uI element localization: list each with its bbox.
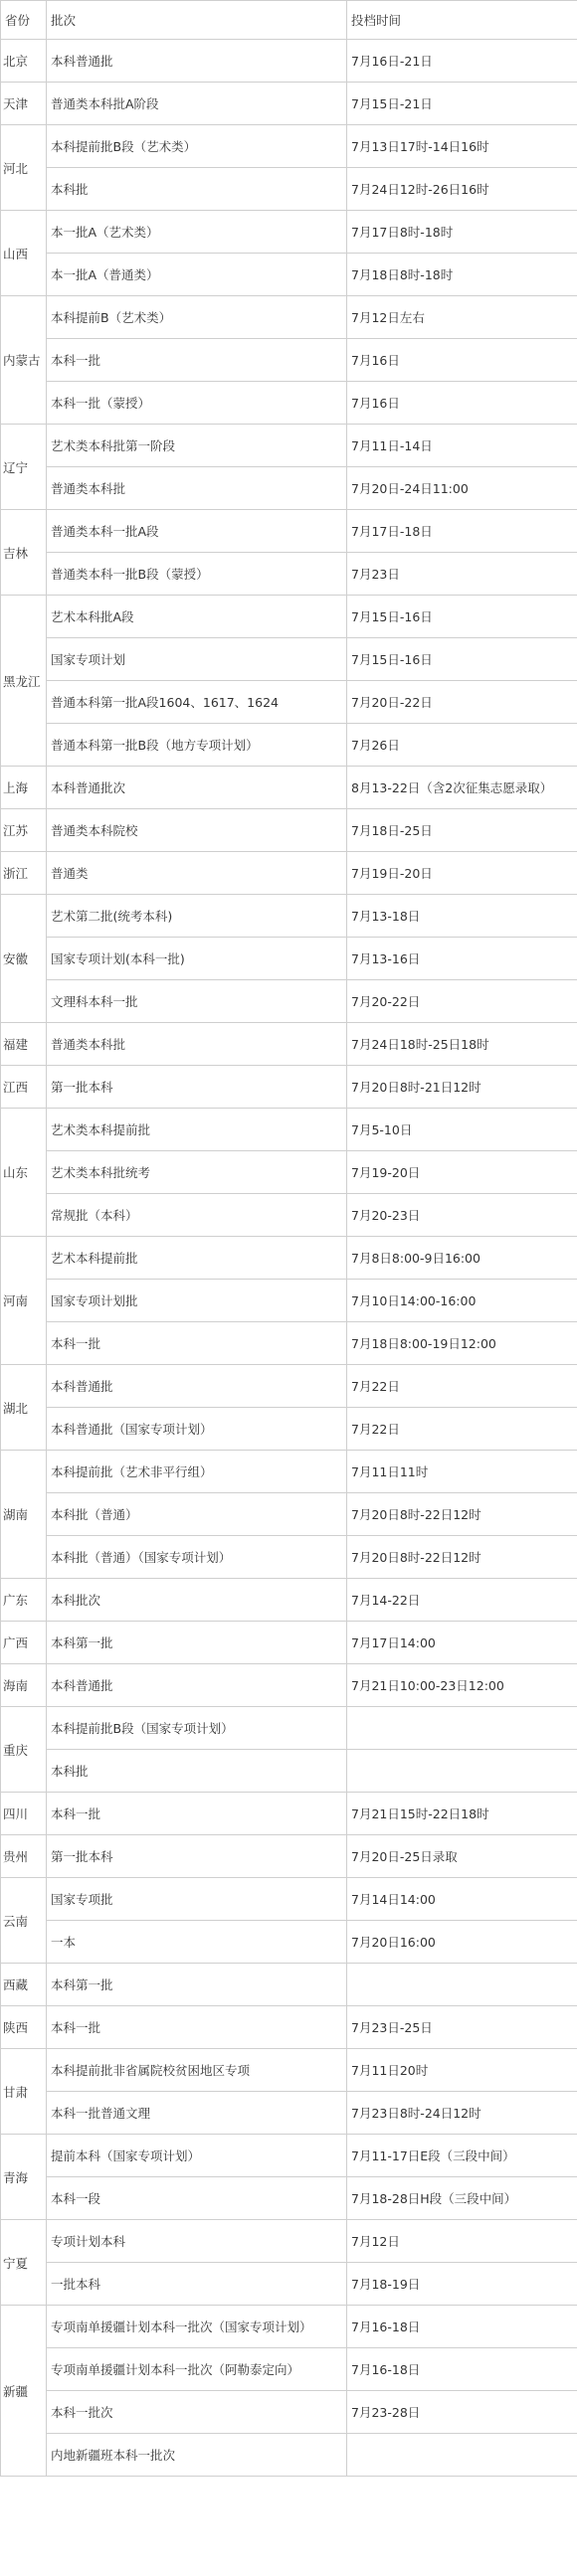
time-cell: 7月23日8时-24日12时 [347,2092,577,2135]
time-cell: 7月20日-24日11:00 [347,467,577,510]
time-cell [347,1750,577,1793]
time-cell: 7月18日8时-18时 [347,254,577,296]
time-cell: 7月20日16:00 [347,1921,577,1964]
time-cell: 7月16日 [347,339,577,382]
batch-cell: 本科一批 [47,2006,347,2049]
table-row [1,1921,577,1964]
province-cell: 西藏 [1,1964,47,2006]
batch-cell: 普通类本科一批A段 [47,510,347,553]
province-cell: 宁夏 [1,2220,47,2306]
batch-cell: 普通本科第一批B段（地方专项计划） [47,724,347,767]
batch-cell: 本科提前批非省属院校贫困地区专项 [47,2049,347,2092]
table-row [1,296,577,339]
time-cell: 7月15日-16日 [347,596,577,638]
batch-cell: 艺术本科批A段 [47,596,347,638]
header-batch: 批次 [47,1,347,40]
time-cell: 7月16日 [347,382,577,425]
batch-cell: 第一批本科 [47,1066,347,1109]
table-row [1,1194,577,1237]
province-cell: 四川 [1,1793,47,1835]
time-cell: 7月11-17日E段（三段中间） [347,2135,577,2177]
batch-cell: 国家专项计划 [47,638,347,681]
table-row [1,1579,577,1622]
province-cell: 上海 [1,767,47,809]
time-cell: 7月15日-16日 [347,638,577,681]
batch-cell: 本科提前批B段（艺术类） [47,125,347,168]
batch-cell: 本科普通批 [47,40,347,83]
province-cell: 福建 [1,1023,47,1066]
table-row [1,2177,577,2220]
time-cell [347,1964,577,2006]
batch-cell: 一批本科 [47,2263,347,2306]
batch-cell: 本科一段 [47,2177,347,2220]
batch-cell: 普通本科第一批A段1604、1617、1624 [47,681,347,724]
batch-cell: 国家专项批 [47,1878,347,1921]
time-cell: 7月11日-14日 [347,425,577,467]
batch-cell: 第一批本科 [47,1835,347,1878]
time-cell: 7月19日-20日 [347,852,577,895]
province-cell: 广东 [1,1579,47,1622]
province-cell: 新疆 [1,2306,47,2477]
time-cell [347,1707,577,1750]
table-row [1,852,577,895]
time-cell: 7月20日-25日录取 [347,1835,577,1878]
time-cell: 7月17日8时-18时 [347,211,577,254]
batch-cell: 本科一批普通文理 [47,2092,347,2135]
batch-cell: 本科普通批 [47,1365,347,1408]
table-row [1,1109,577,1151]
table-row [1,1493,577,1536]
table-row [1,809,577,852]
table-row [1,1151,577,1194]
table-row [1,1408,577,1451]
table-row [1,1835,577,1878]
time-cell: 7月19-20日 [347,1151,577,1194]
time-cell: 7月20日-22日 [347,681,577,724]
time-cell: 7月16日-21日 [347,40,577,83]
time-cell: 7月16-18日 [347,2348,577,2391]
time-cell: 7月20日8时-22日12时 [347,1493,577,1536]
batch-cell: 艺术类本科批统考 [47,1151,347,1194]
province-cell: 云南 [1,1878,47,1964]
table-row [1,638,577,681]
province-cell: 甘肃 [1,2049,47,2135]
batch-cell: 本科批次 [47,1579,347,1622]
table-row [1,1322,577,1365]
time-cell: 7月22日 [347,1365,577,1408]
table-header-row [1,1,577,40]
batch-cell: 文理科本科一批 [47,980,347,1023]
table-row [1,2391,577,2434]
batch-cell: 常规批（本科） [47,1194,347,1237]
table-row [1,1793,577,1835]
time-cell: 7月15日-21日 [347,83,577,125]
province-cell: 青海 [1,2135,47,2220]
time-cell: 7月11日20时 [347,2049,577,2092]
batch-cell: 普通类本科批 [47,1023,347,1066]
province-cell: 山西 [1,211,47,296]
table-row [1,2006,577,2049]
table-row [1,1237,577,1280]
table-row [1,681,577,724]
time-cell: 7月26日 [347,724,577,767]
batch-cell: 本科普通批（国家专项计划） [47,1408,347,1451]
table-row [1,1451,577,1493]
table-row [1,1750,577,1793]
batch-cell: 本科批 [47,1750,347,1793]
table-row [1,2049,577,2092]
table-row [1,211,577,254]
table-row [1,938,577,980]
table-body [1,40,577,2477]
time-cell: 7月16-18日 [347,2306,577,2348]
batch-cell: 本科第一批 [47,1964,347,2006]
table-row [1,2263,577,2306]
batch-cell: 国家专项计划批 [47,1280,347,1322]
time-cell: 7月23日-25日 [347,2006,577,2049]
province-cell: 河南 [1,1237,47,1365]
table-row [1,467,577,510]
table-row [1,254,577,296]
time-cell: 7月12日 [347,2220,577,2263]
batch-cell: 本科一批 [47,339,347,382]
province-cell: 安徽 [1,895,47,1023]
table-row [1,553,577,596]
time-cell: 7月24日18时-25日18时 [347,1023,577,1066]
province-cell: 江西 [1,1066,47,1109]
batch-cell: 本科普通批 [47,1664,347,1707]
table-row [1,2220,577,2263]
time-cell: 7月8日8:00-9日16:00 [347,1237,577,1280]
time-cell: 8月13-22日（含2次征集志愿录取） [347,767,577,809]
table-row [1,596,577,638]
batch-cell: 专项南单援疆计划本科一批次（国家专项计划） [47,2306,347,2348]
time-cell: 7月21日10:00-23日12:00 [347,1664,577,1707]
batch-cell: 艺术类本科提前批 [47,1109,347,1151]
batch-cell: 本科一批 [47,1322,347,1365]
batch-cell: 本科批（普通） [47,1493,347,1536]
province-cell: 重庆 [1,1707,47,1793]
time-cell: 7月18日8:00-19日12:00 [347,1322,577,1365]
table-row [1,1878,577,1921]
time-cell: 7月21日15时-22日18时 [347,1793,577,1835]
table-row [1,1707,577,1750]
table-row [1,980,577,1023]
batch-cell: 本科一批次 [47,2391,347,2434]
table-row [1,724,577,767]
time-cell: 7月20日8时-22日12时 [347,1536,577,1579]
province-cell: 海南 [1,1664,47,1707]
table-row [1,1023,577,1066]
table-row [1,767,577,809]
time-cell: 7月17日14:00 [347,1622,577,1664]
batch-cell: 本一批A（艺术类） [47,211,347,254]
table-row [1,1964,577,2006]
time-cell: 7月12日左右 [347,296,577,339]
province-cell: 辽宁 [1,425,47,510]
table-row [1,40,577,83]
batch-cell: 本一批A（普通类） [47,254,347,296]
time-cell: 7月23日 [347,553,577,596]
batch-cell: 一本 [47,1921,347,1964]
header-province: 省份 [1,1,47,40]
province-cell: 江苏 [1,809,47,852]
province-cell: 广西 [1,1622,47,1664]
table-row [1,510,577,553]
time-cell: 7月14-22日 [347,1579,577,1622]
header-time: 投档时间 [347,1,577,40]
table-row [1,168,577,211]
batch-cell: 本科一批（蒙授） [47,382,347,425]
batch-cell: 内地新疆班本科一批次 [47,2434,347,2477]
batch-cell: 本科提前批B段（国家专项计划） [47,1707,347,1750]
batch-cell: 普通类本科批A阶段 [47,83,347,125]
table-row [1,2348,577,2391]
time-cell: 7月20日8时-21日12时 [347,1066,577,1109]
batch-cell: 本科第一批 [47,1622,347,1664]
province-cell: 湖北 [1,1365,47,1451]
province-cell: 山东 [1,1109,47,1237]
time-cell: 7月20-23日 [347,1194,577,1237]
batch-cell: 普通类本科批 [47,467,347,510]
province-cell: 河北 [1,125,47,211]
table-row [1,425,577,467]
table-row [1,2434,577,2477]
batch-cell: 本科提前B（艺术类） [47,296,347,339]
batch-cell: 本科普通批次 [47,767,347,809]
batch-cell: 普通类本科一批B段（蒙授） [47,553,347,596]
time-cell: 7月23-28日 [347,2391,577,2434]
batch-cell: 普通类 [47,852,347,895]
province-cell: 吉林 [1,510,47,596]
time-cell: 7月20-22日 [347,980,577,1023]
table-row [1,2135,577,2177]
table-row [1,83,577,125]
table-row [1,1365,577,1408]
time-cell: 7月17日-18日 [347,510,577,553]
table-row [1,382,577,425]
batch-cell: 本科提前批（艺术非平行组） [47,1451,347,1493]
table-row [1,2306,577,2348]
province-cell: 贵州 [1,1835,47,1878]
table-row [1,1280,577,1322]
time-cell: 7月14日14:00 [347,1878,577,1921]
table-row [1,1622,577,1664]
batch-cell: 提前本科（国家专项计划） [47,2135,347,2177]
batch-cell: 本科一批 [47,1793,347,1835]
time-cell: 7月18-28日H段（三段中间） [347,2177,577,2220]
batch-cell: 艺术类本科批第一阶段 [47,425,347,467]
time-cell: 7月24日12时-26日16时 [347,168,577,211]
province-cell: 湖南 [1,1451,47,1579]
time-cell: 7月13日17时-14日16时 [347,125,577,168]
batch-cell: 国家专项计划(本科一批) [47,938,347,980]
batch-cell: 艺术本科提前批 [47,1237,347,1280]
time-cell: 7月10日14:00-16:00 [347,1280,577,1322]
province-cell: 内蒙古 [1,296,47,425]
time-cell: 7月18日-25日 [347,809,577,852]
province-cell: 天津 [1,83,47,125]
time-cell: 7月18-19日 [347,2263,577,2306]
province-cell: 陕西 [1,2006,47,2049]
time-cell [347,2434,577,2477]
time-cell: 7月22日 [347,1408,577,1451]
time-cell: 7月5-10日 [347,1109,577,1151]
province-cell: 北京 [1,40,47,83]
table-row [1,895,577,938]
table-row [1,1536,577,1579]
batch-cell: 本科批（普通）（国家专项计划） [47,1536,347,1579]
time-cell: 7月13-18日 [347,895,577,938]
batch-cell: 专项计划本科 [47,2220,347,2263]
province-cell: 黑龙江 [1,596,47,767]
table-row [1,125,577,168]
province-cell: 浙江 [1,852,47,895]
time-cell: 7月11日11时 [347,1451,577,1493]
batch-cell: 普通类本科院校 [47,809,347,852]
batch-cell: 本科批 [47,168,347,211]
table-row [1,339,577,382]
table-row [1,2092,577,2135]
table-row [1,1664,577,1707]
table-row [1,1066,577,1109]
time-cell: 7月13-16日 [347,938,577,980]
batch-cell: 艺术第二批(统考本科) [47,895,347,938]
batch-cell: 专项南单援疆计划本科一批次（阿勒泰定向） [47,2348,347,2391]
